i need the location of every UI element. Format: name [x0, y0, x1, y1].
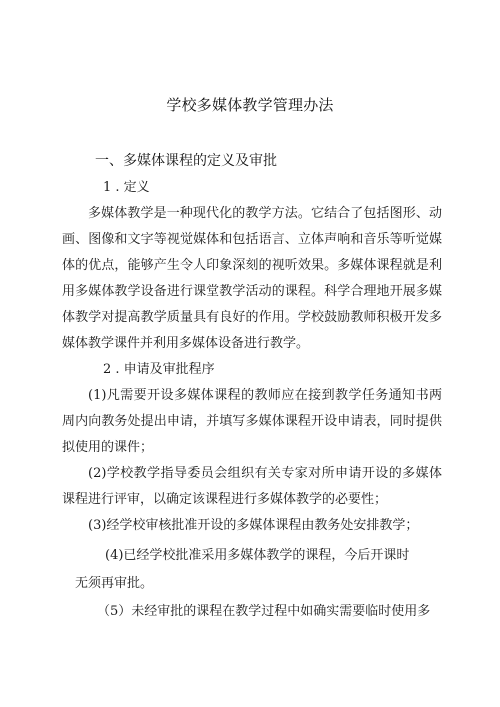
definition-paragraph: 多媒体教学是一种现代化的教学方法。它结合了包括图形、动画、图像和文字等视觉媒体和包括语言、立体声响和音乐等听觉媒体的优点，能够产生令人印象深刻的视听效果。多媒体课程就是利用多媒体教学设备进行课堂教学活动的课程。科学合理地开展多媒体教学对提高教学质量具有良好的作用。学校鼓励教师积极开发多媒体教学课件并利用多媒体设备进行教学。 [62, 206, 442, 351]
subsection-heading-definition: 1 . 定义 [103, 180, 150, 195]
procedure-item-3: (3)经学校审核批准开设的多媒体课程由教务处安排教学； [88, 518, 419, 533]
procedure-item-4-line-1: (4)已经学校批准采用多媒体教学的课程，今后开课时 [105, 548, 410, 563]
section-heading: 一、多媒体课程的定义及审批 [95, 153, 277, 169]
procedure-item-4-line-2: 无须再审批。 [75, 576, 154, 591]
procedure-item-5: （5）未经审批的课程在教学过程中如确实需要临时使用多 [97, 604, 431, 619]
subsection-heading-procedure: 2 . 申请及审批程序 [103, 362, 215, 377]
procedure-item-2: (2)学校教学指导委员会组织有关专家对所申请开设的多媒体课程进行评审，以确定该课程进行多媒体教学的必要性； [62, 466, 442, 507]
procedure-item-1: (1)凡需要开设多媒体课程的教师应在接到教学任务通知书两周内向教务处提出申请，并填写多媒体课程开设申请表，同时提供拟使用的课件； [62, 388, 442, 455]
document-title: 学校多媒体教学管理办法 [166, 96, 334, 114]
